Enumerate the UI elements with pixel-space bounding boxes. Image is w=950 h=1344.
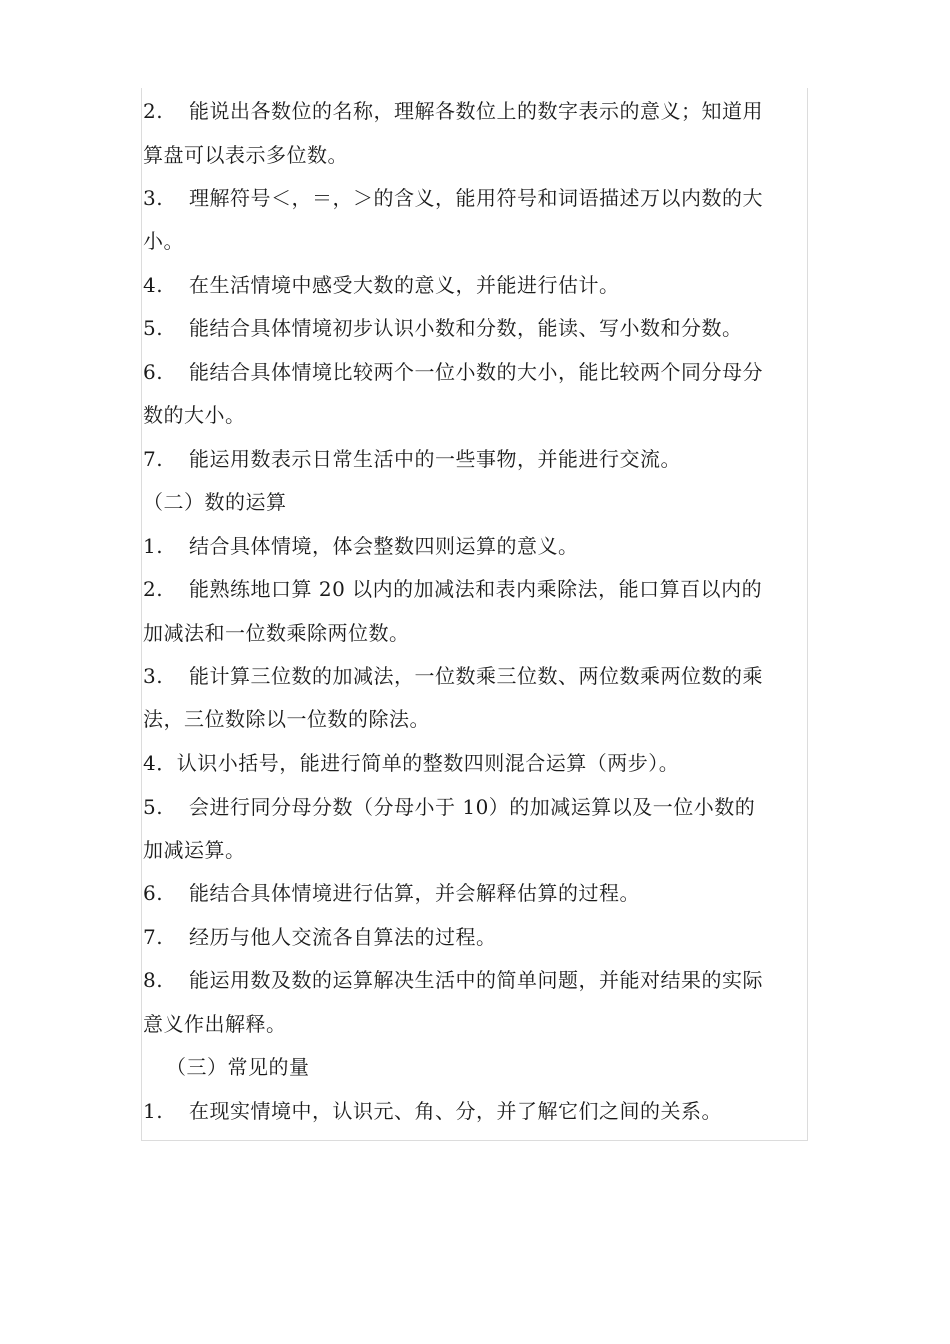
item-text: 在现实情境中，认识元、角、分，并了解它们之间的关系。 bbox=[189, 1099, 722, 1123]
item-number: 2. bbox=[143, 99, 164, 123]
item-text: 能运用数表示日常生活中的一些事物，并能进行交流。 bbox=[189, 447, 681, 471]
item-text: 能运用数及数的运算解决生活中的简单问题，并能对结果的实际 bbox=[189, 968, 763, 992]
list-item-continuation bbox=[143, 707, 430, 731]
item-text: 能计算三位数的加减法，一位数乘三位数、两位数乘两位数的乘 bbox=[189, 664, 763, 688]
list-item bbox=[143, 664, 763, 688]
item-number: 7. bbox=[143, 925, 164, 949]
list-item bbox=[143, 577, 762, 601]
item-number: 6. bbox=[143, 360, 164, 384]
item-text: 能熟练地口算 20 以内的加减法和表内乘除法，能口算百以内的 bbox=[189, 577, 763, 601]
item-text: 数的大小。 bbox=[143, 403, 246, 427]
list-item-continuation bbox=[143, 403, 246, 427]
item-number: 1. bbox=[143, 534, 164, 558]
list-item bbox=[143, 316, 743, 340]
item-text: 加减法和一位数乘除两位数。 bbox=[143, 621, 410, 645]
list-item bbox=[143, 1099, 722, 1123]
section-heading bbox=[143, 490, 287, 514]
item-number: 7. bbox=[143, 447, 164, 471]
heading-text: （二）数的运算 bbox=[143, 490, 287, 514]
list-item-continuation bbox=[143, 838, 246, 862]
item-text: 4．认识小括号，能进行简单的整数四则混合运算（两步）。 bbox=[143, 751, 680, 775]
item-text: 经历与他人交流各自算法的过程。 bbox=[189, 925, 497, 949]
list-item bbox=[143, 534, 579, 558]
item-text: 会进行同分母分数（分母小于 10）的加减运算以及一位小数的 bbox=[189, 795, 756, 819]
item-text: 能说出各数位的名称，理解各数位上的数字表示的意义；知道用 bbox=[189, 99, 763, 123]
list-item-continuation bbox=[143, 143, 348, 167]
item-text: 能结合具体情境比较两个一位小数的大小，能比较两个同分母分 bbox=[189, 360, 763, 384]
list-item bbox=[143, 751, 679, 775]
list-item bbox=[143, 881, 640, 905]
list-item bbox=[143, 273, 620, 297]
item-number: 1. bbox=[143, 1099, 164, 1123]
list-item-continuation bbox=[143, 621, 410, 645]
list-item bbox=[143, 186, 763, 210]
item-number: 5. bbox=[143, 795, 164, 819]
item-text: 加减运算。 bbox=[143, 838, 246, 862]
item-number: 6. bbox=[143, 881, 164, 905]
list-item bbox=[143, 447, 681, 471]
item-text: 能结合具体情境初步认识小数和分数，能读、写小数和分数。 bbox=[189, 316, 743, 340]
heading-text: （三）常见的量 bbox=[166, 1055, 310, 1079]
section-heading bbox=[166, 1055, 310, 1079]
list-item bbox=[143, 795, 755, 819]
item-text: 能结合具体情境进行估算，并会解释估算的过程。 bbox=[189, 881, 640, 905]
item-number: 2. bbox=[143, 577, 164, 601]
item-number: 3. bbox=[143, 186, 164, 210]
item-text: 小。 bbox=[143, 229, 184, 253]
item-number: 5. bbox=[143, 316, 164, 340]
item-text: 意义作出解释。 bbox=[143, 1012, 287, 1036]
item-text: 理解符号＜，＝，＞的含义，能用符号和词语描述万以内数的大 bbox=[189, 186, 763, 210]
list-item bbox=[143, 99, 763, 123]
list-item bbox=[143, 925, 497, 949]
item-number: 3. bbox=[143, 664, 164, 688]
list-item-continuation bbox=[143, 229, 184, 253]
item-text: 法，三位数除以一位数的除法。 bbox=[143, 707, 430, 731]
item-text: 在生活情境中感受大数的意义，并能进行估计。 bbox=[189, 273, 620, 297]
list-item bbox=[143, 968, 763, 992]
item-text: 结合具体情境，体会整数四则运算的意义。 bbox=[189, 534, 579, 558]
item-number: 4. bbox=[143, 273, 164, 297]
list-item-continuation bbox=[143, 1012, 287, 1036]
list-item bbox=[143, 360, 763, 384]
item-text: 算盘可以表示多位数。 bbox=[143, 143, 348, 167]
item-number: 8. bbox=[143, 968, 164, 992]
